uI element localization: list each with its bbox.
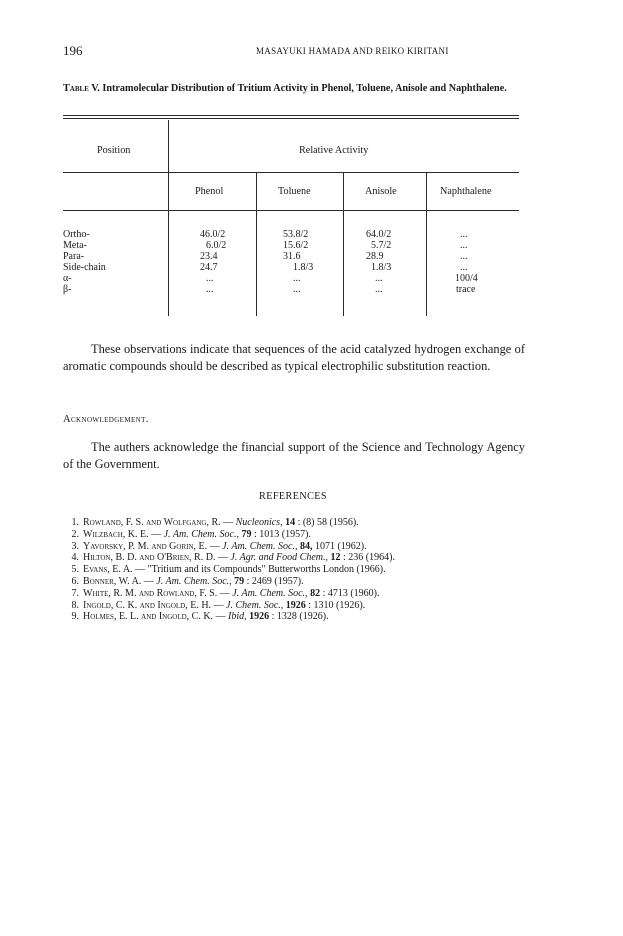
table-cell: ... [293,284,301,295]
acknowledgement-heading: Acknowledgement. [63,414,149,425]
table-divider-anisole [426,172,427,316]
table-label: Table V. [63,83,100,94]
table-cell: 64.0/2 [366,229,392,240]
page-number: 196 [63,43,83,58]
table-cell: ... [460,240,468,251]
table-cell: ... [460,229,468,240]
reference-item: 5. Evans, E. A. — "Tritium and its Compounds" Butterworths London (1966). [71,564,386,576]
naphthalene-column [455,229,478,295]
table-cell: 23.4 [200,251,218,262]
column-header-phenol: Phenol [195,186,224,197]
table-cell: 1.8/3 [293,262,314,273]
reference-item: 3. Yavorsky, P. M. and Gorin, E. — J. Am. Chem. Soc., 84, 1071 (1962). [71,540,367,552]
toluene-column [283,229,313,295]
table-cell: 100/4 [455,273,478,284]
reference-item: 6. Bonner, W. A. — J. Am. Chem. Soc., 79 : 2469 (1957). [71,575,304,587]
reference-item: 4. Hilton, B. D. and O'Brien, R. D. — J. Agr. and Food Chem., 12 : 236 (1964). [71,552,395,564]
table-cell: α- [63,273,72,284]
table-cell: ... [206,284,214,295]
table-cell: Meta- [63,240,87,251]
conclusion-paragraph: These observations indicate that sequences of the acid catalyzed hydrogen exchange of aromatic compounds should be described as typical electrophilic substitution reaction. [63,342,525,373]
column-header-naphthalene: Naphthalene [440,186,492,197]
table-top-rule [63,115,519,116]
table-cell: ... [293,273,301,284]
table-cell: 24.7 [200,262,218,273]
reference-item: 8. Ingold, C. K. and Ingold, E. H. — J. Chem. Soc., 1926 : 1310 (1926). [71,599,366,611]
table-cell: Side-chain [63,262,106,273]
table-caption [63,82,523,95]
position-header: Position [97,145,131,156]
table-cell: ... [375,284,383,295]
table-cell: trace [456,284,476,295]
table-cell: 28.9 [366,251,384,262]
table-cell: 53.8/2 [283,229,309,240]
reference-item: 7. White, R. M. and Rowland, F. S. — J. Am. Chem. Soc., 82 : 4713 (1960). [71,587,380,599]
table-cell: Ortho- [63,229,90,240]
table-cell: β- [63,284,72,295]
reference-item: 1. Rowland, F. S. and Wolfgang, R. — Nucleonics, 14 : (8) 58 (1956). [71,517,359,528]
table-cell: ... [206,273,214,284]
table-cell: 1.8/3 [371,262,392,273]
table-cell: 31.6 [283,251,301,262]
table-group-rule [63,172,519,173]
column-header-toluene: Toluene [278,186,311,197]
position-column [63,229,106,295]
table-cell: ... [375,273,383,284]
table-divider-position [168,120,169,316]
anisole-column [366,229,391,295]
reference-item: 2. Wilzbach, K. E. — J. Am. Chem. Soc., 79 : 1013 (1957). [71,528,311,540]
table-title: Intramolecular Distribution of Tritium Activity in Phenol, Toluene, Anisole and Naphthalene. [102,83,507,94]
table-cell: 6.0/2 [206,240,227,251]
reference-item: 9. Holmes, E. L. and Ingold, C. K. — Ibid, 1926 : 1328 (1926). [71,611,329,623]
table-cell: Para- [63,251,85,262]
table-cell: 46.0/2 [200,229,226,240]
acknowledgement-paragraph: The authers acknowledge the financial support of the Science and Technology Agency of the Government. [63,440,525,471]
table-cell: ... [460,262,468,273]
references-heading: REFERENCES [259,491,327,502]
table-divider-phenol [256,172,257,316]
column-header-anisole: Anisole [365,186,397,197]
table-header-rule [63,210,519,211]
table-cell: ... [460,251,468,262]
phenol-column [200,229,226,295]
table-cell: 15.6/2 [283,240,309,251]
references-list [66,517,536,623]
table-top-rule-2 [63,118,519,119]
running-head: MASAYUKI HAMADA AND REIKO KIRITANI [256,46,449,56]
table-divider-toluene [343,172,344,316]
relative-activity-header: Relative Activity [299,145,369,156]
table-cell: 5.7/2 [371,240,392,251]
